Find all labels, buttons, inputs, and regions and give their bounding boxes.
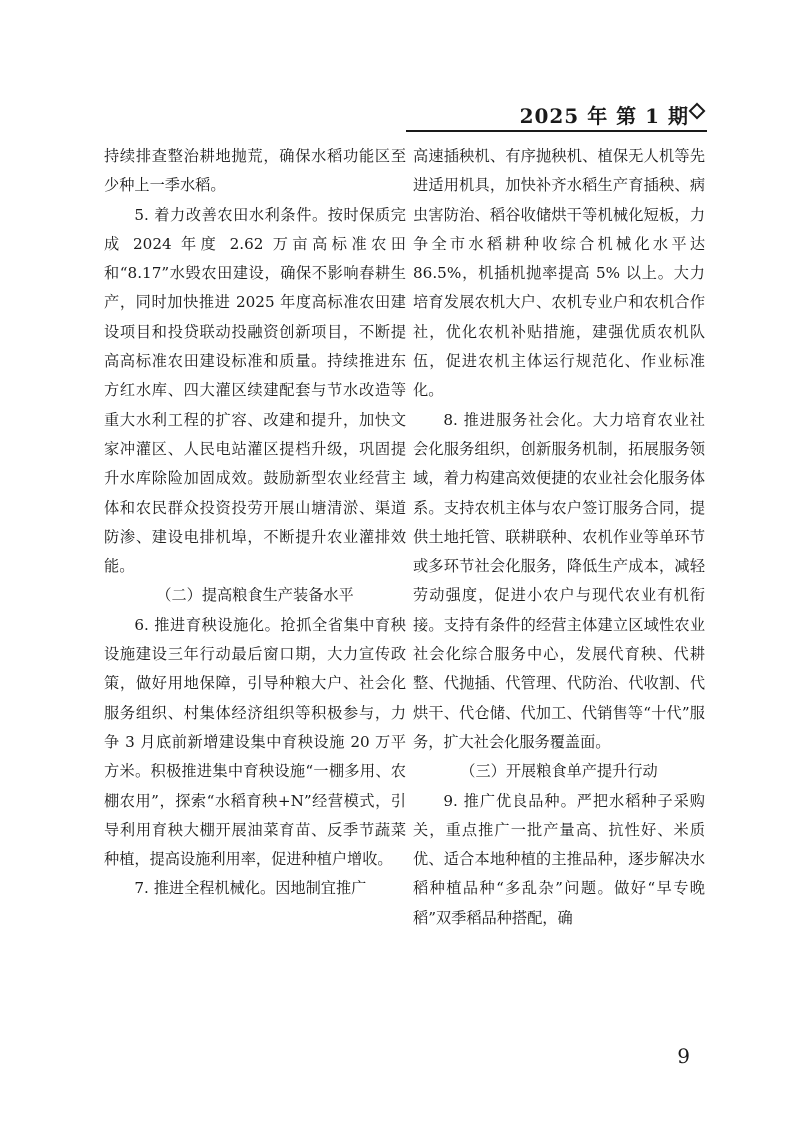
diamond-icon: [689, 103, 706, 120]
paragraph: 5. 着力改善农田水利条件。按时保质完成 2024 年度 2.62 万亩高标准农田和“8.17”水毁农田建设，确保不影响春耕生产，同时加快推进 2025 年度高标准农田建设项目和投贷联动投融资创新项目，不断提高高标准农田建设标准和质量。持续推进东方红水库、四大灌区续建配套与节水改造等重大水利工程的扩容、改建和提升，加快文家冲灌区、人民电站灌区提档升级，巩固提升水库除险加固成效。鼓励新型农业经营主体和农民群众投资投劳开展山塘清淤、渠道防渗、建设电排机埠，不断提升农业灌排效能。: [104, 205, 406, 576]
left-column: [104, 142, 406, 904]
right-column: [413, 142, 705, 933]
section-heading: （三）开展粮食单产提升行动: [460, 762, 658, 781]
paragraph: 9. 推广优良品种。严把水稻种子采购关，重点推广一批产量高、抗性好、米质优、适合本地种植的主推品种，逐步解决水稻种植品种“多乱杂”问题。做好“早专晚稻”双季稻品种搭配，确: [413, 791, 705, 927]
page-number: 9: [677, 1044, 690, 1068]
header-rule: [406, 130, 707, 132]
paragraph: 高速插秧机、有序抛秧机、植保无人机等先进适用机具，加快补齐水稻生产育插秧、病虫害防治、稻谷收储烘干等机械化短板，力争全市水稻耕种收综合机械化水平达 86.5%，机插机抛率提高 5% 以上。大力培育发展农机大户、农机专业户和农机合作社，优化农机补贴措施，建强优质农机队伍，促进农机主体运行规范化、作业标准化。: [413, 147, 705, 400]
paragraph: 持续排查整治耕地抛荒，确保水稻功能区至少种上一季水稻。: [104, 147, 406, 195]
paragraph: 7. 推进全程机械化。因地制宜推广: [134, 879, 367, 898]
paragraph: 6. 推进育秧设施化。抢抓全省集中育秧设施建设三年行动最后窗口期，大力宣传政策，做好用地保障，引导种粮大户、社会化服务组织、村集体经济组织等积极参与，力争 3 月底前新增建设集中育秧设施 20 万平方米。积极推进集中育秧设施“一棚多用、农棚农用”，探索“水稻育秧+N”经营模式，引导利用育秧大棚开展油菜育苗、反季节蔬菜种植，提高设施利用率，促进种植户增收。: [104, 615, 406, 869]
paragraph: 8. 推进服务社会化。大力培育农业社会化服务组织，创新服务机制，拓展服务领域，着力构建高效便捷的农业社会化服务体系。支持农机主体与农户签订服务合同，提供土地托管、联耕联种、农机作业等单环节或多环节社会化服务，降低生产成本，减轻劳动强度，促进小农户与现代农业有机衔接。支持有条件的经营主体建立区域性农业社会化综合服务中心，发展代育秧、代耕整、代抛插、代管理、代防治、代收割、代烘干、代仓储、代加工、代销售等“十代”服务，扩大社会化服务覆盖面。: [413, 410, 705, 751]
section-heading: （二）提高粮食生产装备水平: [156, 586, 354, 605]
running-header: 2025 年 第 1 期: [519, 104, 689, 128]
